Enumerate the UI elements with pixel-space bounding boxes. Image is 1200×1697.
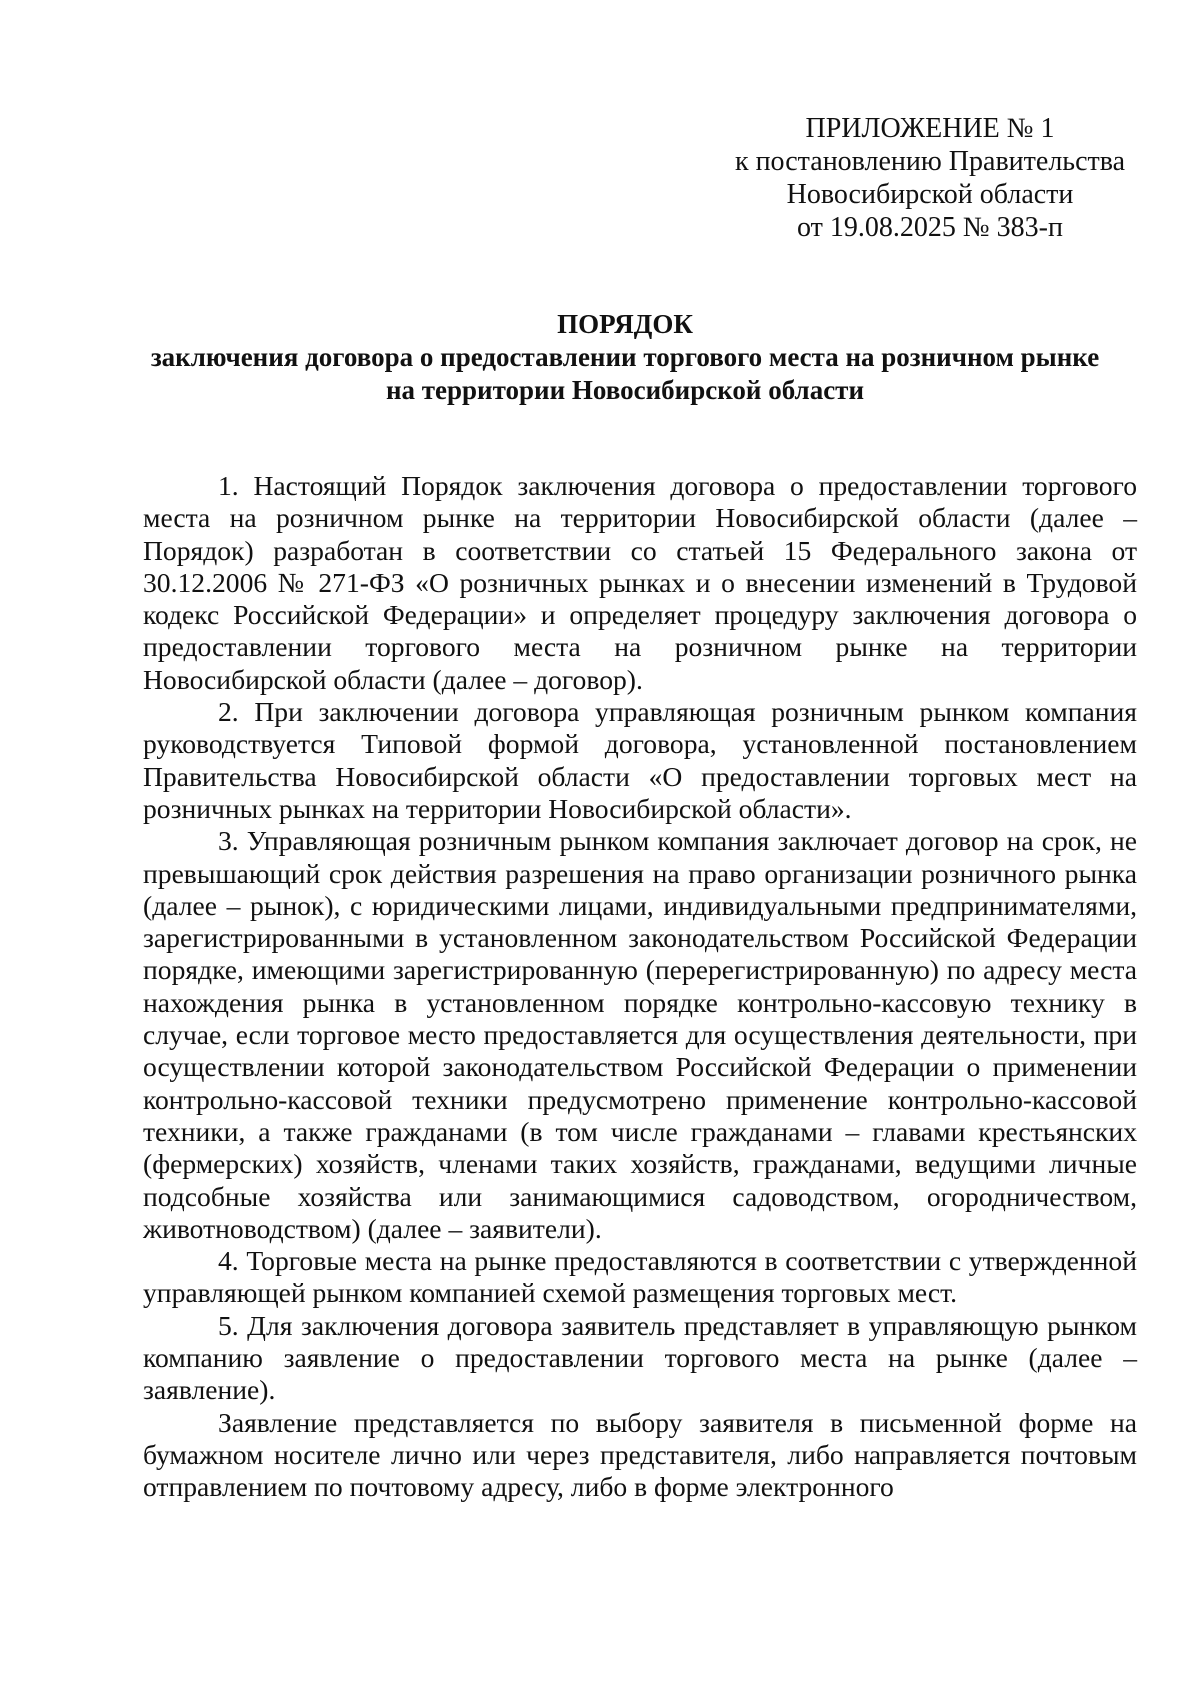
paragraph-1: 1. Настоящий Порядок заключения договора о предоставлении торгового места на розничном рынке на территории Новосибирской области (далее – Порядок) разработан в соответствии со статьей 15 Федерального закона от 30.12.2006 № 271-ФЗ «О розничных рынках и о внесении изменений в Трудовой кодекс Российской Федерации» и определяет процедуру заключения договора о предоставлении торгового места на розничном рынке на территории Новосибирской области (далее – договор). [143,470,1137,695]
attachment-region-line: Новосибирской области [786,179,1074,210]
paragraph-2: 2. При заключении договора управляющая розничным рынком компания руководствуется Типовой формой договора, установленной постановлением Правительства Новосибирской области «О предоставлении торговых мест на розничных рынках на территории Новосибирской области». [143,696,1137,824]
title-subtitle-line-1: заключения договора о предоставлении торгового места на розничном рынке [150,342,1100,372]
paragraph-4: 4. Торговые места на рынке предоставляются в соответствии с утвержденной управляющей рынком компанией схемой размещения торговых мест. [143,1245,1137,1309]
title-heading: ПОРЯДОК [557,309,693,339]
paragraph-5: 5. Для заключения договора заявитель представляет в управляющую рынком компанию заявление о предоставлении торгового места на рынке (далее – заявление). [143,1309,1137,1406]
title-subtitle-line-2: на территории Новосибирской области [385,375,865,405]
paragraph-3: 3. Управляющая розничным рынком компания заключает договор на срок, не превышающий срок действия разрешения на право организации розничного рынка (далее – рынок), с юридическими лицами, индивидуальными предпринимателями, зарегистрированными в установленном законодательством Российской Федерации порядке, имеющими зарегистрированную (перерегистрированную) по адресу места нахождения рынка в установленном порядке контрольно-кассовую технику в случае, если торговое место предоставляется для осуществления деятельности, при осуществлении которой законодательством Российской Федерации о применении контрольно-кассовой техники предусмотрено применение контрольно-кассовой техники, а также гражданами (в том числе гражданами – главами крестьянских (фермерских) хозяйств, членами таких хозяйств, гражданами, ведущими личные подсобные хозяйства или занимающимися садоводством, огородничеством, животноводством) (далее – заявители). [143,825,1137,1244]
attachment-header [700,112,1160,244]
paragraph-6: Заявление представляется по выбору заявителя в письменной форме на бумажном носителе лично или через представителя, либо направляется почтовым отправлением по почтовому адресу, либо в форме электронного [143,1406,1137,1503]
attachment-ref-line: к постановлению Правительства [734,146,1126,177]
document-body [143,470,1137,1504]
document-title [130,308,1120,407]
attachment-number: ПРИЛОЖЕНИЕ № 1 [805,113,1055,144]
attachment-date-number: от 19.08.2025 № 383-п [797,212,1063,243]
